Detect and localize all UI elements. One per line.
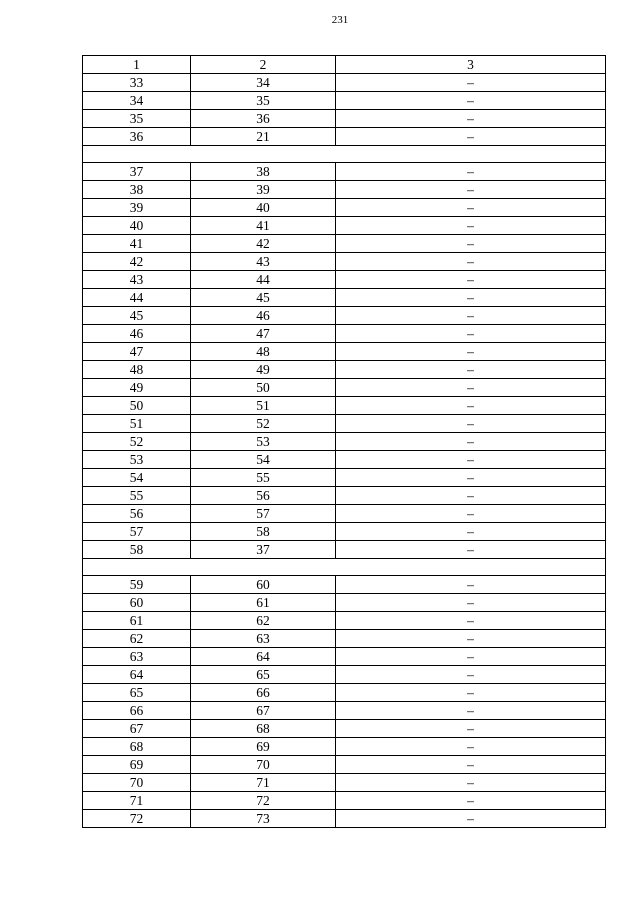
table-cell-col-3: – (336, 738, 606, 756)
table-row (83, 666, 606, 684)
data-table (82, 55, 606, 828)
table-cell-col-1: 39 (83, 199, 191, 217)
table-cell-col-3: – (336, 487, 606, 505)
table-row (83, 469, 606, 487)
table-cell-col-3: – (336, 379, 606, 397)
table-cell-col-1: 68 (83, 738, 191, 756)
table-cell-col-1: 57 (83, 523, 191, 541)
table-cell-col-2: 44 (191, 271, 336, 289)
table-cell-col-2: 36 (191, 110, 336, 128)
table-row (83, 181, 606, 199)
table-cell-col-2: 72 (191, 792, 336, 810)
table-row (83, 325, 606, 343)
table-cell-col-3: – (336, 361, 606, 379)
table-cell-col-2: 61 (191, 594, 336, 612)
table-cell-col-3: – (336, 163, 606, 181)
table-cell-col-1: 53 (83, 451, 191, 469)
table-cell-col-3: – (336, 666, 606, 684)
table-row (83, 720, 606, 738)
table-cell-col-3: – (336, 92, 606, 110)
table-cell-col-2: 70 (191, 756, 336, 774)
table-cell-col-1: 33 (83, 74, 191, 92)
table-body (83, 74, 606, 828)
group-separator-cell (83, 146, 606, 163)
table-cell-col-3: – (336, 271, 606, 289)
table-cell-col-3: – (336, 433, 606, 451)
table-cell-col-2: 39 (191, 181, 336, 199)
table-row (83, 289, 606, 307)
table-cell-col-1: 38 (83, 181, 191, 199)
table-row (83, 253, 606, 271)
table-cell-col-2: 55 (191, 469, 336, 487)
table-cell-col-3: – (336, 199, 606, 217)
header-cell-2: 2 (191, 56, 336, 74)
table-cell-col-2: 53 (191, 433, 336, 451)
table-cell-col-2: 51 (191, 397, 336, 415)
group-separator-cell (83, 559, 606, 576)
table-cell-col-1: 70 (83, 774, 191, 792)
table-cell-col-1: 62 (83, 630, 191, 648)
table-cell-col-3: – (336, 451, 606, 469)
table-cell-col-1: 59 (83, 576, 191, 594)
table-cell-col-1: 69 (83, 756, 191, 774)
table-cell-col-2: 60 (191, 576, 336, 594)
table-cell-col-3: – (336, 792, 606, 810)
table-cell-col-1: 40 (83, 217, 191, 235)
table-cell-col-2: 50 (191, 379, 336, 397)
table-row (83, 163, 606, 181)
table-cell-col-2: 47 (191, 325, 336, 343)
table-row (83, 594, 606, 612)
table-cell-col-3: – (336, 720, 606, 738)
table-cell-col-2: 71 (191, 774, 336, 792)
table-row (83, 774, 606, 792)
table-cell-col-3: – (336, 756, 606, 774)
table-cell-col-3: – (336, 415, 606, 433)
table-row (83, 271, 606, 289)
table-cell-col-2: 34 (191, 74, 336, 92)
table-cell-col-3: – (336, 523, 606, 541)
table-cell-col-3: – (336, 630, 606, 648)
table-cell-col-2: 56 (191, 487, 336, 505)
table-cell-col-1: 36 (83, 128, 191, 146)
table-row (83, 612, 606, 630)
table-cell-col-3: – (336, 289, 606, 307)
table-cell-col-2: 38 (191, 163, 336, 181)
header-row (83, 56, 606, 74)
table-cell-col-3: – (336, 684, 606, 702)
table-cell-col-2: 63 (191, 630, 336, 648)
table-cell-col-1: 34 (83, 92, 191, 110)
table-cell-col-2: 48 (191, 343, 336, 361)
table-cell-col-3: – (336, 128, 606, 146)
table-cell-col-2: 49 (191, 361, 336, 379)
table-cell-col-1: 49 (83, 379, 191, 397)
table-cell-col-2: 66 (191, 684, 336, 702)
table-cell-col-1: 48 (83, 361, 191, 379)
table-cell-col-3: – (336, 541, 606, 559)
table-row (83, 810, 606, 828)
table-cell-col-3: – (336, 110, 606, 128)
table-cell-col-3: – (336, 325, 606, 343)
table-cell-col-1: 52 (83, 433, 191, 451)
table-cell-col-1: 60 (83, 594, 191, 612)
table-row (83, 199, 606, 217)
table-cell-col-1: 42 (83, 253, 191, 271)
table-cell-col-3: – (336, 774, 606, 792)
table-cell-col-1: 67 (83, 720, 191, 738)
table-row (83, 648, 606, 666)
table-cell-col-2: 41 (191, 217, 336, 235)
table-cell-col-3: – (336, 235, 606, 253)
table-cell-col-3: – (336, 594, 606, 612)
table-cell-col-2: 43 (191, 253, 336, 271)
table-cell-col-2: 58 (191, 523, 336, 541)
table-cell-col-2: 57 (191, 505, 336, 523)
table-cell-col-1: 37 (83, 163, 191, 181)
group-separator-row (83, 146, 606, 163)
table-row (83, 217, 606, 235)
table-cell-col-2: 69 (191, 738, 336, 756)
table-cell-col-1: 55 (83, 487, 191, 505)
table-cell-col-3: – (336, 469, 606, 487)
table-cell-col-3: – (336, 612, 606, 630)
table-cell-col-3: – (336, 181, 606, 199)
table-row (83, 379, 606, 397)
table-cell-col-1: 63 (83, 648, 191, 666)
table-cell-col-3: – (336, 702, 606, 720)
table-row (83, 74, 606, 92)
table-row (83, 541, 606, 559)
table-cell-col-3: – (336, 397, 606, 415)
table-cell-col-3: – (336, 505, 606, 523)
table-cell-col-1: 51 (83, 415, 191, 433)
table-cell-col-2: 62 (191, 612, 336, 630)
table-cell-col-1: 46 (83, 325, 191, 343)
table-cell-col-1: 54 (83, 469, 191, 487)
table-row (83, 576, 606, 594)
table-row (83, 415, 606, 433)
table-cell-col-3: – (336, 810, 606, 828)
table-row (83, 630, 606, 648)
table-row (83, 235, 606, 253)
table-row (83, 451, 606, 469)
group-separator-row (83, 559, 606, 576)
table-cell-col-1: 56 (83, 505, 191, 523)
table-row (83, 487, 606, 505)
table-row (83, 128, 606, 146)
table-cell-col-1: 44 (83, 289, 191, 307)
table-cell-col-2: 46 (191, 307, 336, 325)
table-cell-col-2: 64 (191, 648, 336, 666)
table-cell-col-1: 41 (83, 235, 191, 253)
table-cell-col-2: 42 (191, 235, 336, 253)
table-cell-col-1: 45 (83, 307, 191, 325)
table-cell-col-1: 58 (83, 541, 191, 559)
table-cell-col-1: 35 (83, 110, 191, 128)
table-cell-col-2: 37 (191, 541, 336, 559)
table-row (83, 792, 606, 810)
table-row (83, 684, 606, 702)
table-cell-col-3: – (336, 74, 606, 92)
table-cell-col-3: – (336, 576, 606, 594)
table-cell-col-1: 61 (83, 612, 191, 630)
table-cell-col-1: 47 (83, 343, 191, 361)
table-cell-col-1: 50 (83, 397, 191, 415)
table-row (83, 307, 606, 325)
table-cell-col-1: 64 (83, 666, 191, 684)
table-row (83, 397, 606, 415)
table-cell-col-3: – (336, 307, 606, 325)
table-row (83, 523, 606, 541)
table-cell-col-3: – (336, 648, 606, 666)
table-cell-col-2: 54 (191, 451, 336, 469)
table-row (83, 738, 606, 756)
table-cell-col-2: 67 (191, 702, 336, 720)
table-row (83, 92, 606, 110)
table-row (83, 433, 606, 451)
table-cell-col-2: 52 (191, 415, 336, 433)
table-cell-col-1: 72 (83, 810, 191, 828)
table-cell-col-2: 40 (191, 199, 336, 217)
table-cell-col-1: 43 (83, 271, 191, 289)
table-cell-col-2: 21 (191, 128, 336, 146)
table-row (83, 110, 606, 128)
table-row (83, 361, 606, 379)
table-row (83, 343, 606, 361)
table-cell-col-3: – (336, 217, 606, 235)
table-row (83, 702, 606, 720)
table-cell-col-2: 73 (191, 810, 336, 828)
table-cell-col-2: 45 (191, 289, 336, 307)
header-cell-3: 3 (336, 56, 606, 74)
table-cell-col-1: 66 (83, 702, 191, 720)
page-number: 231 (331, 14, 349, 26)
table-cell-col-1: 65 (83, 684, 191, 702)
header-cell-1: 1 (83, 56, 191, 74)
table-header (83, 56, 606, 74)
table-row (83, 505, 606, 523)
table-row (83, 756, 606, 774)
table-cell-col-2: 35 (191, 92, 336, 110)
table-cell-col-3: – (336, 343, 606, 361)
table-cell-col-2: 65 (191, 666, 336, 684)
table-cell-col-1: 71 (83, 792, 191, 810)
table-cell-col-3: – (336, 253, 606, 271)
table-cell-col-2: 68 (191, 720, 336, 738)
